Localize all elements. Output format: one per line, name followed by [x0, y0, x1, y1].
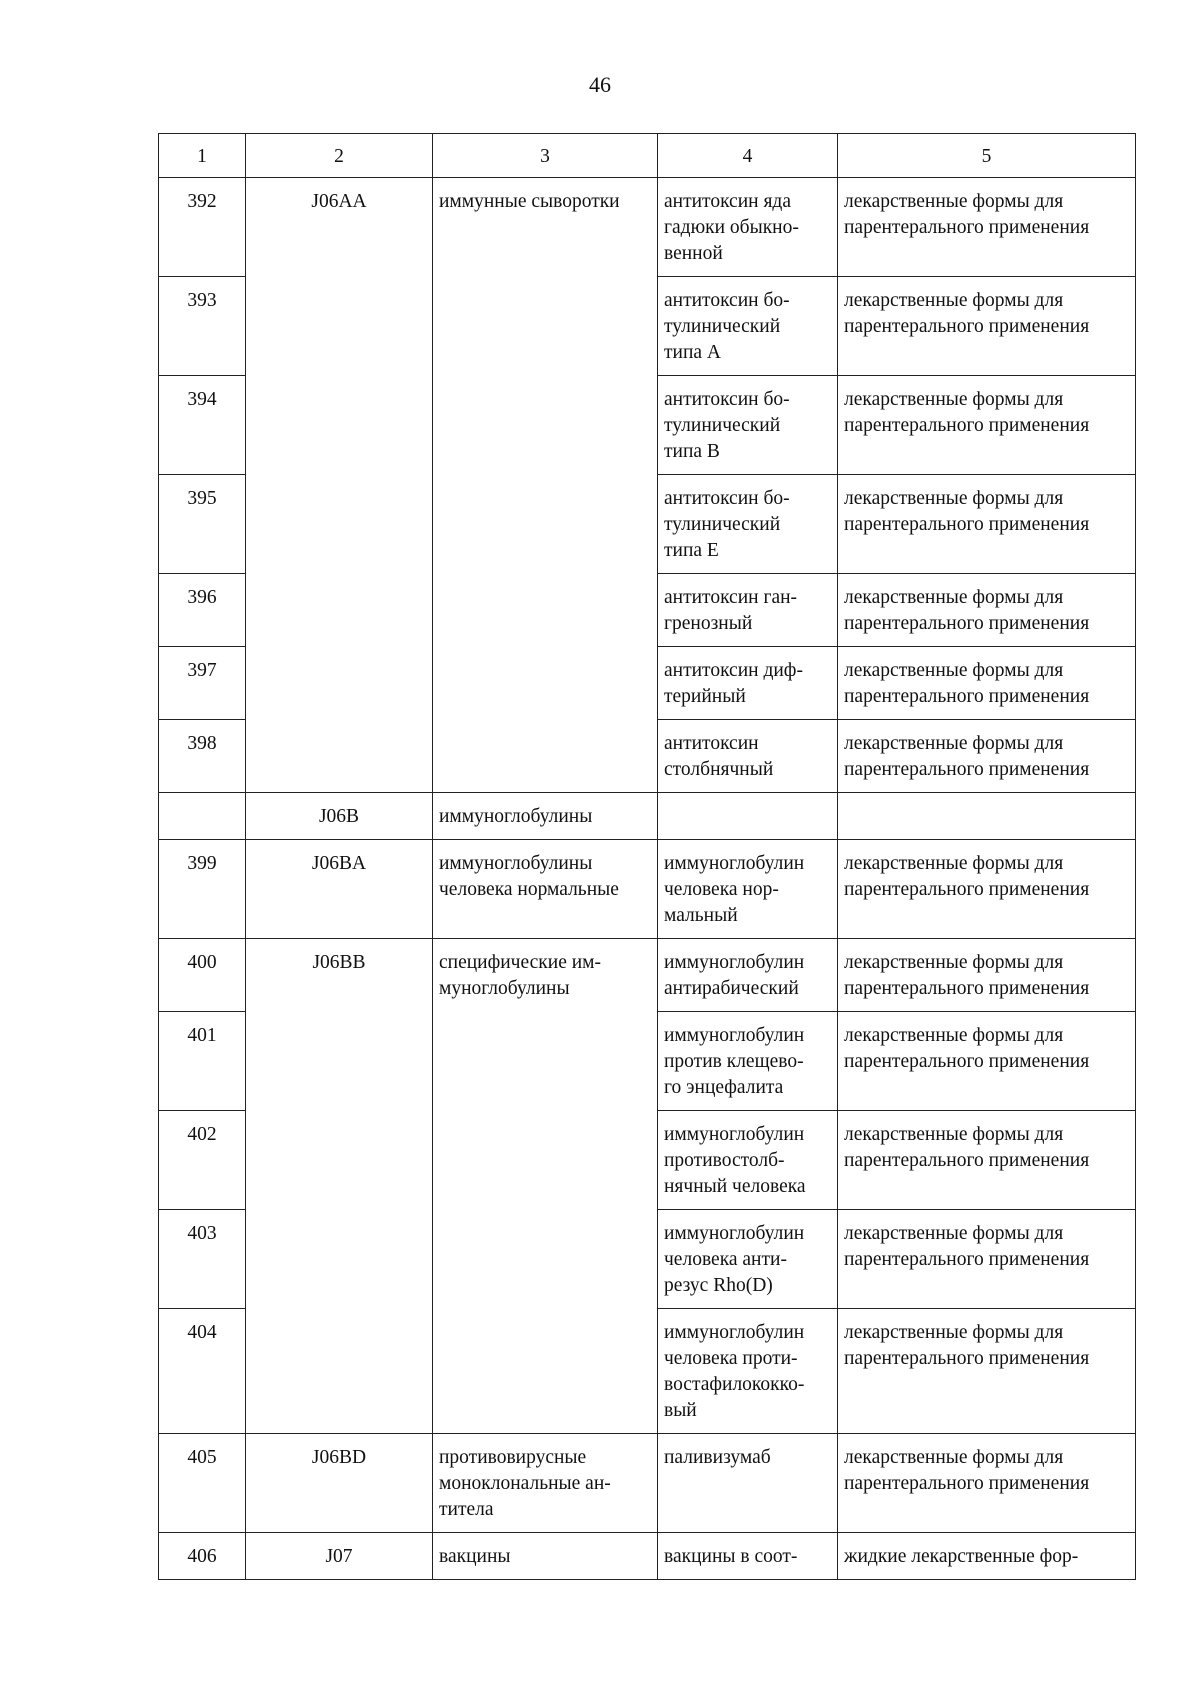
- row-number-cell: 392: [159, 178, 246, 277]
- dosage-form-cell: лекарственные формы для парентерального применения: [838, 277, 1136, 376]
- dosage-form-cell: лекарственные формы для парентерального применения: [838, 720, 1136, 793]
- column-header: 2: [246, 134, 433, 178]
- drug-name-cell: антитоксин яда гадюки обыкно- венной: [658, 178, 838, 277]
- medicines-table: [158, 133, 1136, 1580]
- row-number-cell: 398: [159, 720, 246, 793]
- column-header: 5: [838, 134, 1136, 178]
- row-number-cell: 397: [159, 647, 246, 720]
- row-number-cell: 405: [159, 1434, 246, 1533]
- column-header: 3: [433, 134, 658, 178]
- drug-name-cell: вакцины в соот-: [658, 1533, 838, 1580]
- row-number-cell: 394: [159, 376, 246, 475]
- drug-name-cell: иммуноглобулин человека проти- востафилококко- вый: [658, 1309, 838, 1434]
- drug-name-cell: иммуноглобулин человека анти- резус Rho(D): [658, 1210, 838, 1309]
- drug-name-cell: иммуноглобулин против клещево- го энцефалита: [658, 1012, 838, 1111]
- dosage-form-cell: лекарственные формы для парентерального применения: [838, 1012, 1136, 1111]
- dosage-form-cell: лекарственные формы для парентерального применения: [838, 574, 1136, 647]
- drug-name-cell: антитоксин бо- тулинический типа Е: [658, 475, 838, 574]
- group-cell: иммунные сыворотки: [433, 178, 658, 793]
- row-number-cell: 395: [159, 475, 246, 574]
- group-cell: противовирусные моноклональные ан- титела: [433, 1434, 658, 1533]
- dosage-form-cell: лекарственные формы для парентерального применения: [838, 1111, 1136, 1210]
- group-cell: иммуноглобулины человека нормальные: [433, 840, 658, 939]
- row-number-cell: [159, 793, 246, 840]
- row-number-cell: 401: [159, 1012, 246, 1111]
- page-number: 46: [589, 72, 611, 97]
- dosage-form-cell: лекарственные формы для парентерального применения: [838, 1309, 1136, 1434]
- atc-code-cell: J06BD: [246, 1434, 433, 1533]
- dosage-form-cell: лекарственные формы для парентерального применения: [838, 840, 1136, 939]
- drug-name-cell: антитоксин диф- терийный: [658, 647, 838, 720]
- table-row: [159, 178, 1136, 277]
- column-header: 1: [159, 134, 246, 178]
- drug-name-cell: иммуноглобулин человека нор- мальный: [658, 840, 838, 939]
- row-number-cell: 396: [159, 574, 246, 647]
- row-number-cell: 404: [159, 1309, 246, 1434]
- dosage-form-cell: лекарственные формы для парентерального применения: [838, 475, 1136, 574]
- table-row: [159, 1533, 1136, 1580]
- drug-name-cell: паливизумаб: [658, 1434, 838, 1533]
- atc-code-cell: J06AA: [246, 178, 433, 793]
- drug-name-cell: антитоксин столбнячный: [658, 720, 838, 793]
- dosage-form-cell: лекарственные формы для парентерального применения: [838, 1434, 1136, 1533]
- group-cell: специфические им- муноглобулины: [433, 939, 658, 1434]
- drug-name-cell: иммуноглобулин антирабический: [658, 939, 838, 1012]
- dosage-form-cell: лекарственные формы для парентерального применения: [838, 376, 1136, 475]
- dosage-form-cell: лекарственные формы для парентерального применения: [838, 939, 1136, 1012]
- table-header-row: [159, 134, 1136, 178]
- group-cell: иммуноглобулины: [433, 793, 658, 840]
- dosage-form-cell: [838, 793, 1136, 840]
- dosage-form-cell: лекарственные формы для парентерального применения: [838, 1210, 1136, 1309]
- drug-name-cell: [658, 793, 838, 840]
- group-cell: вакцины: [433, 1533, 658, 1580]
- atc-code-cell: J06BA: [246, 840, 433, 939]
- row-number-cell: 406: [159, 1533, 246, 1580]
- column-header: 4: [658, 134, 838, 178]
- row-number-cell: 403: [159, 1210, 246, 1309]
- atc-code-cell: J06BB: [246, 939, 433, 1434]
- drug-name-cell: антитоксин бо- тулинический типа А: [658, 277, 838, 376]
- table-row: [159, 793, 1136, 840]
- table-row: [159, 840, 1136, 939]
- drug-name-cell: иммуноглобулин противостолб- нячный человека: [658, 1111, 838, 1210]
- row-number-cell: 393: [159, 277, 246, 376]
- row-number-cell: 400: [159, 939, 246, 1012]
- table-row: [159, 939, 1136, 1012]
- row-number-cell: 399: [159, 840, 246, 939]
- atc-code-cell: J06B: [246, 793, 433, 840]
- dosage-form-cell: лекарственные формы для парентерального применения: [838, 647, 1136, 720]
- atc-code-cell: J07: [246, 1533, 433, 1580]
- dosage-form-cell: лекарственные формы для парентерального применения: [838, 178, 1136, 277]
- row-number-cell: 402: [159, 1111, 246, 1210]
- drug-name-cell: антитоксин бо- тулинический типа В: [658, 376, 838, 475]
- drug-name-cell: антитоксин ган- гренозный: [658, 574, 838, 647]
- dosage-form-cell: жидкие лекарственные фор-: [838, 1533, 1136, 1580]
- table-row: [159, 1434, 1136, 1533]
